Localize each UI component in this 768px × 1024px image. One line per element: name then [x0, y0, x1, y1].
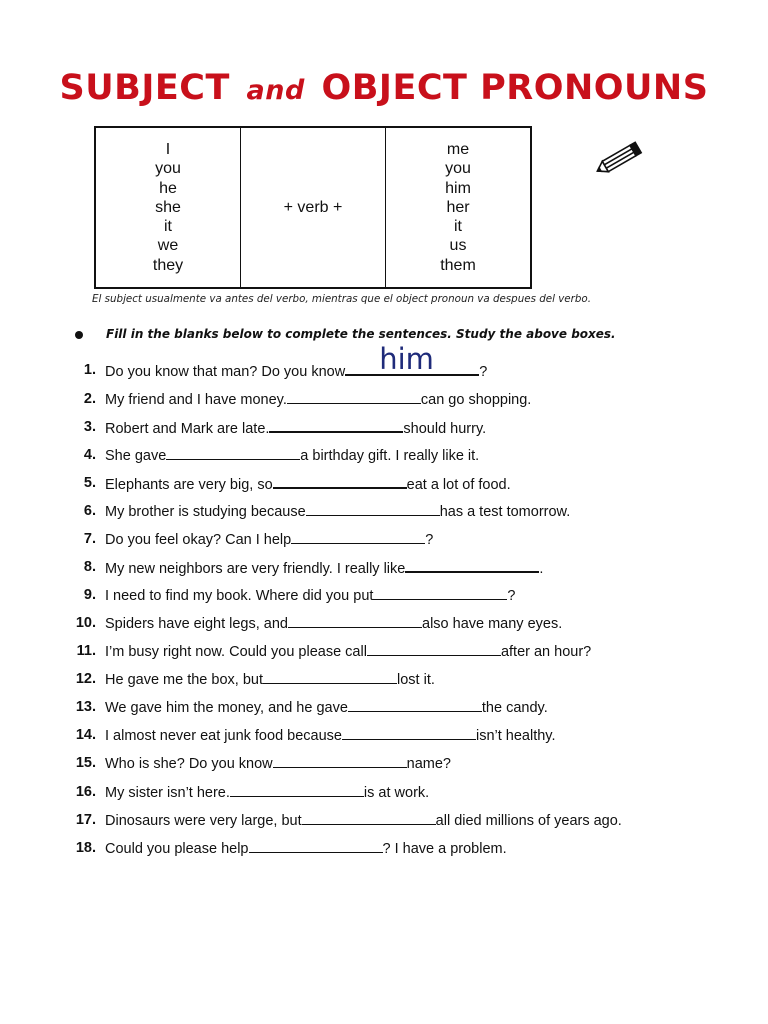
sentence-start: Who is she? Do you know	[105, 756, 273, 772]
sentence-start: Elephants are very big, so	[105, 477, 273, 493]
subject-pronoun: it	[164, 218, 172, 236]
question-number: 16.	[75, 784, 96, 800]
question-row	[0, 587, 768, 607]
sentence-start: My brother is studying because	[105, 504, 306, 520]
answer-blank[interactable]	[306, 503, 440, 516]
question-number: 2.	[83, 391, 96, 407]
sentence-end: should hurry.	[403, 421, 487, 437]
question-row	[0, 784, 768, 804]
sentence-start: She gave	[105, 448, 167, 464]
verb-column	[240, 128, 385, 287]
sentence-start: I need to find my book. Where did you put	[105, 588, 374, 604]
page-title	[0, 68, 768, 108]
answer-blank[interactable]	[230, 784, 364, 797]
answer-blank[interactable]	[287, 391, 421, 404]
sentence-end: eat a lot of food.	[406, 477, 511, 493]
question-text	[105, 447, 479, 464]
answer-blank[interactable]	[269, 419, 403, 433]
sentence-start: He gave me the box, but	[105, 672, 263, 688]
question-row	[0, 671, 768, 691]
title-subject: SUBJECT	[59, 68, 230, 108]
sentence-end: after an hour?	[500, 644, 592, 660]
subject-pronoun: I	[165, 140, 171, 158]
subject-pronoun: they	[152, 256, 184, 274]
answer-blank[interactable]	[263, 671, 397, 684]
subject-pronoun: she	[155, 198, 181, 216]
answer-blank[interactable]	[348, 699, 482, 712]
sentence-start: My friend and I have money.	[105, 392, 287, 408]
sentence-end: .	[539, 561, 544, 577]
question-text	[105, 812, 622, 829]
question-text	[105, 643, 591, 660]
question-text	[105, 342, 488, 380]
question-number: 8.	[83, 559, 96, 575]
question-row	[0, 812, 768, 832]
question-text	[105, 755, 451, 772]
sentence-start: We gave him the money, and he gave	[105, 700, 348, 716]
question-text	[105, 784, 429, 801]
question-row	[0, 699, 768, 719]
question-row	[0, 643, 768, 663]
answer-blank[interactable]	[291, 531, 425, 544]
question-row	[0, 615, 768, 635]
question-text	[105, 475, 511, 493]
question-number: 7.	[83, 531, 96, 547]
sentence-end: ?	[507, 588, 516, 604]
question-number: 12.	[75, 671, 96, 687]
sentence-end: name?	[406, 756, 451, 772]
question-text	[105, 559, 543, 577]
sentence-start: Could you please help	[105, 841, 249, 857]
answer-blank[interactable]	[405, 559, 539, 573]
sentence-start: Do you feel okay? Can I help	[105, 532, 292, 548]
question-row	[0, 419, 768, 439]
question-text	[105, 503, 570, 520]
question-row	[0, 475, 768, 495]
question-number: 1.	[83, 362, 96, 378]
question-text	[105, 671, 435, 688]
question-text	[105, 419, 486, 437]
question-number: 6.	[83, 503, 96, 519]
title-and: and	[246, 75, 305, 106]
answer-blank[interactable]	[373, 587, 507, 600]
object-pronoun: us	[449, 237, 467, 255]
pronoun-table	[94, 126, 532, 289]
question-row	[0, 391, 768, 411]
sentence-end: ? I have a problem.	[382, 841, 507, 857]
answer-blank[interactable]	[273, 475, 407, 489]
question-number: 11.	[76, 643, 96, 659]
sentence-end: ?	[479, 364, 488, 380]
sentence-start: Dinosaurs were very large, but	[105, 813, 302, 829]
sentence-start: I almost never eat junk food because	[105, 728, 342, 744]
verb-label: + verb +	[283, 198, 343, 216]
object-pronoun: me	[446, 140, 470, 158]
question-number: 10.	[75, 615, 96, 631]
sentence-start: Robert and Mark are late.	[105, 421, 270, 437]
answer-blank[interactable]	[345, 342, 479, 376]
sentence-start: Spiders have eight legs, and	[105, 616, 288, 632]
question-row	[0, 840, 768, 860]
question-number: 15.	[75, 755, 96, 771]
question-number: 18.	[75, 840, 96, 856]
sentence-end: lost it.	[397, 672, 435, 688]
sentence-start: Do you know that man? Do you know	[105, 364, 346, 380]
sentence-end: ?	[425, 532, 434, 548]
question-text	[105, 615, 562, 632]
subject-pronoun: he	[159, 179, 177, 197]
answer-blank[interactable]	[273, 755, 407, 768]
subject-pronoun: you	[155, 160, 181, 178]
handwritten-answer: him	[379, 342, 434, 376]
question-number: 5.	[83, 475, 96, 491]
object-pronoun: them	[440, 256, 476, 274]
question-text	[105, 391, 531, 408]
question-text	[105, 840, 507, 857]
question-row	[0, 447, 768, 467]
answer-blank[interactable]	[288, 615, 422, 628]
pencil-icon	[593, 138, 647, 178]
answer-blank[interactable]	[367, 643, 501, 656]
answer-blank[interactable]	[166, 447, 300, 460]
answer-blank[interactable]	[249, 840, 383, 853]
question-row	[0, 755, 768, 775]
instructions: Fill in the blanks below to complete the sentences. Study the above boxes.	[106, 327, 616, 341]
answer-blank[interactable]	[342, 727, 476, 740]
question-text	[105, 727, 556, 744]
question-row	[0, 342, 768, 382]
question-text	[105, 587, 515, 604]
sentence-end: can go shopping.	[420, 392, 532, 408]
sentence-end: is at work.	[363, 785, 430, 801]
question-row	[0, 727, 768, 747]
sentence-start: My new neighbors are very friendly. I really like	[105, 561, 406, 577]
object-pronoun: it	[454, 218, 462, 236]
question-text	[105, 531, 433, 548]
sentence-end: also have many eyes.	[422, 616, 563, 632]
question-number: 3.	[83, 419, 96, 435]
question-number: 13.	[75, 699, 96, 715]
sentence-end: isn’t healthy.	[475, 728, 556, 744]
subject-pronoun: we	[157, 237, 179, 255]
sentence-end: a birthday gift. I really like it.	[300, 448, 480, 464]
sentence-end: has a test tomorrow.	[439, 504, 571, 520]
question-row	[0, 531, 768, 551]
bullet-icon	[75, 331, 83, 339]
question-number: 14.	[75, 727, 96, 743]
question-number: 17.	[75, 812, 96, 828]
question-number: 4.	[83, 447, 96, 463]
grammar-note: El subject usualmente va antes del verbo, mientras que el object pronoun va despues del verbo.	[92, 293, 591, 305]
object-pronoun: you	[445, 160, 471, 178]
sentence-start: I’m busy right now. Could you please call	[105, 644, 367, 660]
question-row	[0, 503, 768, 523]
object-pronoun-column	[385, 128, 530, 287]
question-row	[0, 559, 768, 579]
title-object-pronouns: OBJECT PRONOUNS	[321, 68, 709, 108]
subject-pronoun-column	[96, 128, 240, 287]
answer-blank[interactable]	[302, 812, 436, 825]
question-number: 9.	[83, 587, 96, 603]
sentence-start: My sister isn’t here.	[105, 785, 230, 801]
sentence-end: the candy.	[481, 700, 548, 716]
sentence-end: all died millions of years ago.	[435, 813, 622, 829]
object-pronoun: her	[446, 198, 470, 216]
question-text	[105, 699, 548, 716]
object-pronoun: him	[445, 179, 471, 197]
